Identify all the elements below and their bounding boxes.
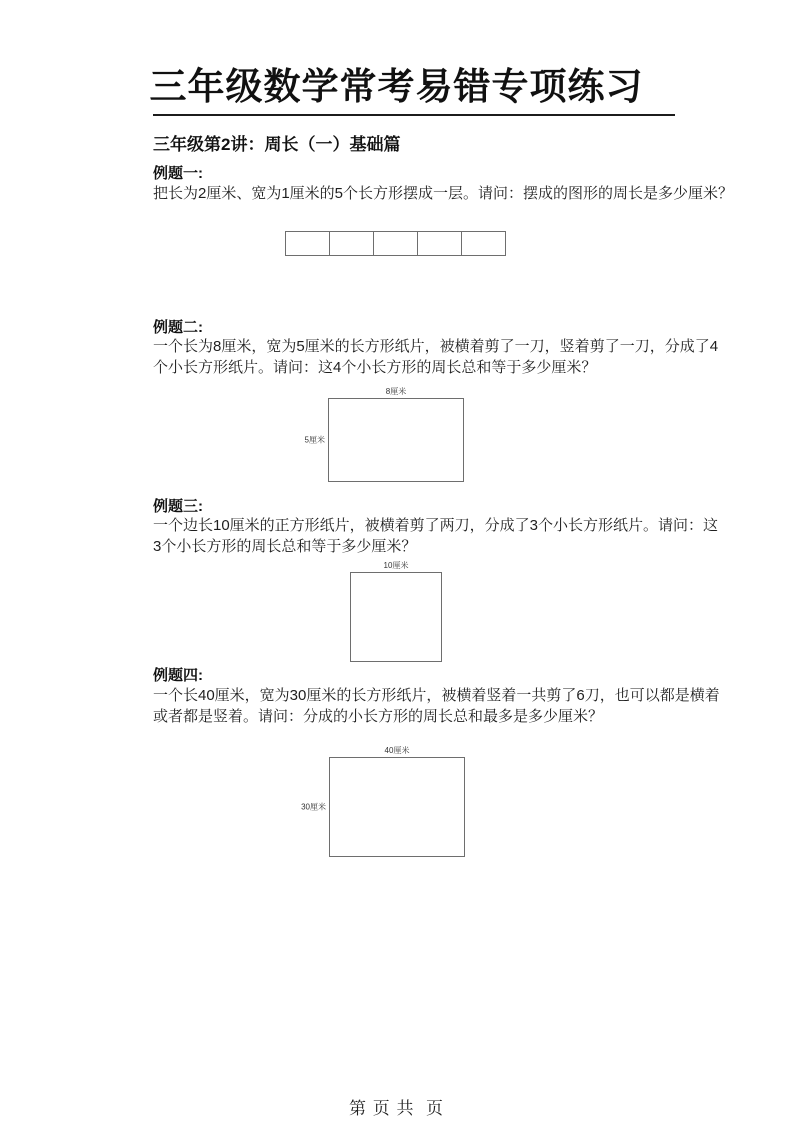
example-2-text-line: 一个长为8厘米，宽为5厘米的长方形纸片，被横着剪了一刀，竖着剪了一刀，分成了4	[153, 338, 719, 355]
strip-cell	[285, 231, 330, 256]
example-1-text	[153, 183, 734, 204]
title-underline	[153, 114, 675, 116]
example-4-text-line: 或者都是竖着。请问：分成的小长方形的周长总和最多是多少厘米？	[153, 708, 604, 725]
strip-cell	[417, 231, 462, 256]
example-4-text-line: 一个长40厘米，宽为30厘米的长方形纸片，被横着竖着一共剪了6刀，也可以都是横着	[153, 687, 720, 704]
example-1-heading: 例题一:	[153, 165, 203, 182]
page-number-footer: 第 页 共 页	[349, 1099, 444, 1118]
length-dimension-label: 40厘米	[384, 746, 410, 755]
page-title: 三年级数学常考易错专项练习	[149, 66, 644, 107]
example-2-figure-rectangle	[304, 387, 464, 482]
example-4-figure-rectangle	[301, 746, 465, 857]
example-4-heading: 例题四:	[153, 667, 203, 684]
side-dimension-label: 10厘米	[383, 561, 409, 570]
example-3-text-line: 3个小长方形的周长总和等于多少厘米？	[153, 538, 417, 555]
example-4-text	[153, 685, 720, 727]
example-3-text-line: 一个边长10厘米的正方形纸片，被横着剪了两刀，分成了3个小长方形纸片。请问：这	[153, 517, 719, 534]
example-3-heading: 例题三:	[153, 498, 203, 515]
strip-cell	[329, 231, 374, 256]
width-dimension-label: 30厘米	[301, 802, 326, 812]
example-1-figure-strip	[285, 231, 506, 256]
width-dimension-label: 5厘米	[304, 435, 325, 445]
lesson-subtitle: 三年级第2讲：周长（一）基础篇	[153, 135, 401, 154]
example-1-text-line: 把长为2厘米、宽为1厘米的5个长方形摆成一层。请问：摆成的图形的周长是多少厘米？	[153, 185, 734, 202]
example-3-text	[153, 515, 719, 557]
strip-cell	[461, 231, 506, 256]
example-2-text	[153, 336, 719, 378]
length-dimension-label: 8厘米	[385, 387, 407, 396]
example-2-text-line: 个小长方形纸片。请问：这4个小长方形的周长总和等于多少厘米？	[153, 359, 597, 376]
strip-cell	[373, 231, 418, 256]
example-3-figure-square	[350, 561, 442, 662]
example-2-heading: 例题二:	[153, 319, 203, 336]
